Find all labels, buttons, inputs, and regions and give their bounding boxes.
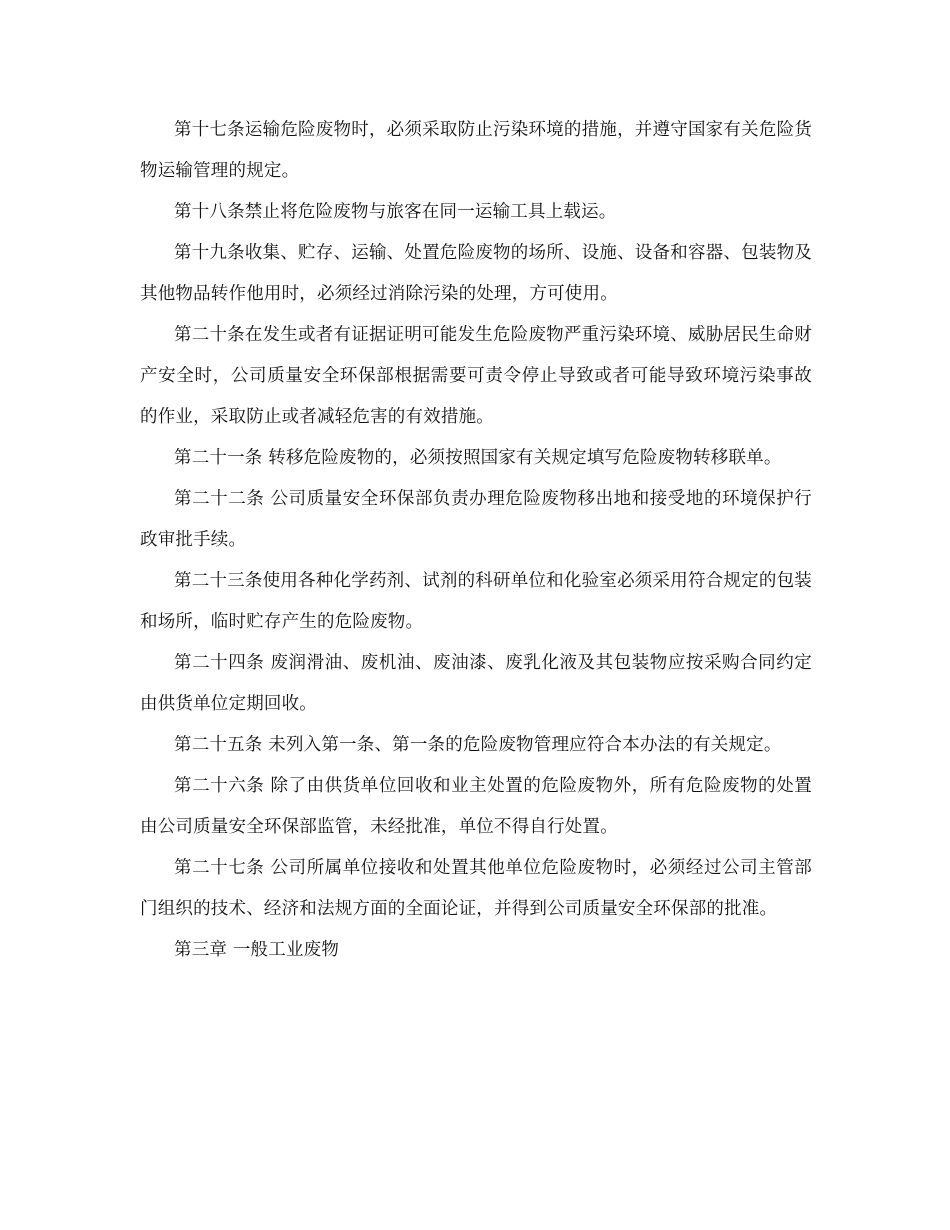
chapter-3-heading: 第三章 一般工业废物 xyxy=(174,940,340,960)
article-26: 第二十六条 除了由供货单位回收和业主处置的危险废物外，所有危险废物的处置由公司质量安全环保部监管，未经批准，单位不得自行处置。 xyxy=(140,776,812,837)
article-24: 第二十四条 废润滑油、废机油、废油漆、废乳化液及其包装物应按采购合同约定由供货单位定期回收。 xyxy=(140,653,812,714)
article-17: 第十七条运输危险废物时，必须采取防止污染环境的措施，并遵守国家有关危险货物运输管理的规定。 xyxy=(140,120,812,181)
article-23: 第二十三条使用各种化学药剂、试剂的科研单位和化验室必须采用符合规定的包装和场所，临时贮存产生的危险废物。 xyxy=(140,571,812,632)
article-19: 第十九条收集、贮存、运输、处置危险废物的场所、设施、设备和容器、包装物及其他物品转作他用时，必须经过消除污染的处理，方可使用。 xyxy=(140,243,812,304)
article-22: 第二十二条 公司质量安全环保部负责办理危险废物移出地和接受地的环境保护行政审批手续。 xyxy=(140,489,812,550)
article-27: 第二十七条 公司所属单位接收和处置其他单位危险废物时，必须经过公司主管部门组织的技术、经济和法规方面的全面论证，并得到公司质量安全环保部的批准。 xyxy=(140,858,812,919)
article-25: 第二十五条 未列入第一条、第一条的危险废物管理应符合本办法的有关规定。 xyxy=(174,735,782,755)
article-20: 第二十条在发生或者有证据证明可能发生危险废物严重污染环境、威胁居民生命财产安全时，公司质量安全环保部根据需要可责令停止导致或者可能导致环境污染事故的作业，采取防止或者减轻危害的有效措施。 xyxy=(140,325,812,427)
document-body xyxy=(140,110,812,971)
article-18: 第十八条禁止将危险废物与旅客在同一运输工具上载运。 xyxy=(174,202,617,222)
article-21: 第二十一条 转移危险废物的，必须按照国家有关规定填写危险废物转移联单。 xyxy=(174,448,782,468)
